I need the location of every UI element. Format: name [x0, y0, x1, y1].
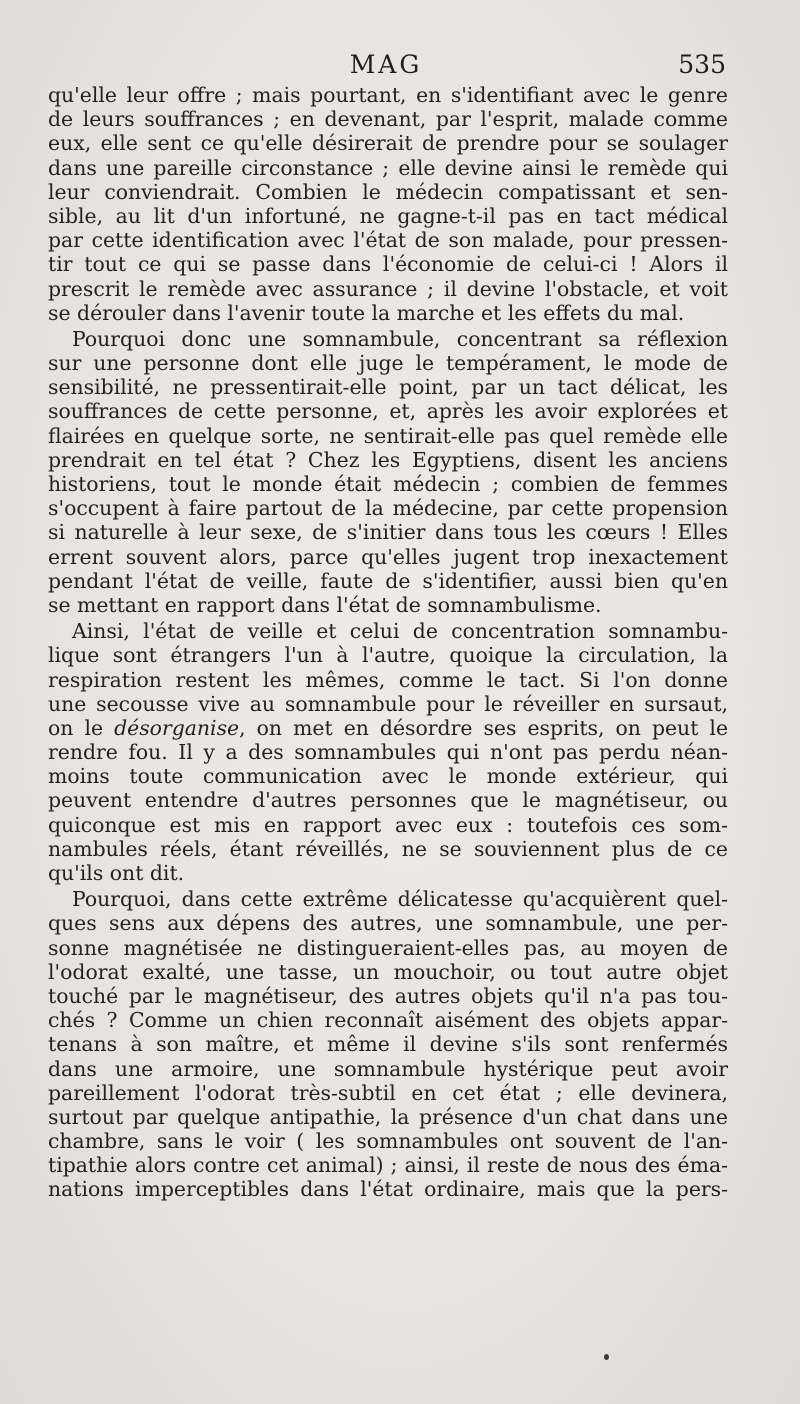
text-line-mixed [48, 716, 728, 740]
text-line: errent souvent alors, parce qu'elles jugent trop inexactement [48, 544, 728, 569]
text-line: sible, au lit d'un infortuné, ne gagne-t-il pas en tact médical [48, 203, 728, 228]
text-line: flairées en quelque sorte, ne sentirait-elle pas quel remède elle [48, 423, 728, 448]
text-line: sur une personne dont elle juge le tempérament, le mode de [48, 351, 728, 376]
text-line: par cette identification avec l'état de son malade, pour pressen- [48, 228, 728, 253]
running-head [46, 50, 726, 84]
text-line: surtout par quelque antipathie, la présence d'un chat dans une [48, 1104, 728, 1129]
text-line: historiens, tout le monde était médecin ; combien de femmes [48, 472, 728, 496]
text-line: prescrit le remède avec assurance ; il devine l'obstacle, et voit [48, 276, 728, 301]
text-line: sensibilité, ne pressentirait-elle point, par un tact délicat, les [48, 375, 728, 400]
text-line: qu'ils ont dit. [48, 861, 185, 885]
text-line: sonne magnétisée ne distingueraient-elles pas, au moyen de [48, 935, 728, 960]
text-line: pareillement l'odorat très-subtil en cet état ; elle devinera, [48, 1080, 728, 1105]
text-line: peuvent entendre d'autres personnes que le magnétiseur, ou [48, 788, 728, 813]
text-line: l'odorat exalté, une tasse, un mouchoir, ou tout autre objet [48, 959, 728, 984]
paragraph-3 [48, 619, 728, 885]
text-line: respiration restent les mêmes, comme le tact. Si l'on donne [48, 667, 728, 692]
text-line: si naturelle à leur sexe, de s'initier dans tous les cœurs ! Elles [48, 520, 728, 545]
text-line: qu'elle leur offre ; mais pourtant, en s'identifiant avec le genre [48, 83, 728, 107]
text-line: Pourquoi donc une somnambule, concentrant sa réflexion [72, 326, 728, 351]
text-line: ques sens aux dépens des autres, une somnambule, une per- [48, 911, 728, 936]
text-line: touché par le magnétiseur, des autres objets qu'il n'a pas tou- [48, 983, 728, 1008]
text-line: lique sont étrangers l'un à l'autre, quoique la circulation, la [48, 643, 728, 668]
text-line: prendrait en tel état ? Chez les Egyptiens, disent les anciens [48, 447, 728, 472]
text-line: de leurs souffrances ; en devenant, par l'esprit, malade comme [48, 107, 728, 132]
text-line: rendre fou. Il y a des somnambules qui n'ont pas perdu néan- [48, 740, 728, 765]
text-line: eux, elle sent ce qu'elle désirerait de prendre pour se soulager [48, 131, 728, 156]
text-line: tipathie alors contre cet animal) ; ainsi, il reste de nous des éma- [48, 1153, 728, 1178]
page-number: 535 [678, 50, 726, 79]
text-line: une secousse vive au somnambule pour le réveiller en sursaut, [48, 691, 728, 716]
text-line: se dérouler dans l'avenir toute la marche et les effets du mal. [48, 300, 685, 325]
text-line: nations imperceptibles dans l'état ordinaire, mais que la pers- [48, 1177, 728, 1202]
text-line: quiconque est mis en rapport avec eux : toutefois ces som- [48, 812, 728, 837]
body-text [48, 83, 728, 1204]
text-line: chambre, sans le voir ( les somnambules ont souvent de l'an- [48, 1129, 728, 1154]
italic-word: désorganise [114, 715, 240, 740]
text-line: leur conviendrait. Combien le médecin compatissant et sen- [48, 179, 728, 204]
ink-speck [604, 1354, 609, 1360]
text-line: se mettant en rapport dans l'état de somnambulisme. [48, 592, 602, 617]
text-line: Ainsi, l'état de veille et celui de concentration somnambu- [72, 619, 728, 644]
text-line: pendant l'état de veille, faute de s'identifier, aussi bien qu'en [48, 568, 728, 593]
paragraph-1 [48, 83, 728, 325]
paragraph-2 [48, 327, 728, 617]
paragraph-4 [48, 887, 728, 1201]
text-line: Pourquoi, dans cette extrême délicatesse qu'acquièrent quel- [72, 887, 728, 912]
text-line: tir tout ce qui se passe dans l'économie de celui-ci ! Alors il [48, 252, 728, 277]
running-head-title: MAG [349, 50, 423, 79]
text-line: tenans à son maître, et même il devine s'ils sont renfermés [48, 1032, 728, 1057]
text-line: dans une armoire, une somnambule hystérique peut avoir [48, 1056, 728, 1081]
text-segment: , on met en désordre ses esprits, on peut le [239, 715, 728, 740]
text-line: dans une pareille circonstance ; elle devine ainsi le remède qui [48, 155, 728, 180]
text-line: s'occupent à faire partout de la médecine, par cette propension [48, 496, 728, 521]
text-line: moins toute communication avec le monde extérieur, qui [48, 764, 728, 789]
text-line: chés ? Comme un chien reconnaît aisément des objets appar- [48, 1008, 728, 1033]
text-line: nambules réels, étant réveillés, ne se souviennent plus de ce [48, 836, 728, 861]
text-line: souffrances de cette personne, et, après les avoir explorées et [48, 399, 728, 424]
text-segment: on le [48, 715, 104, 740]
